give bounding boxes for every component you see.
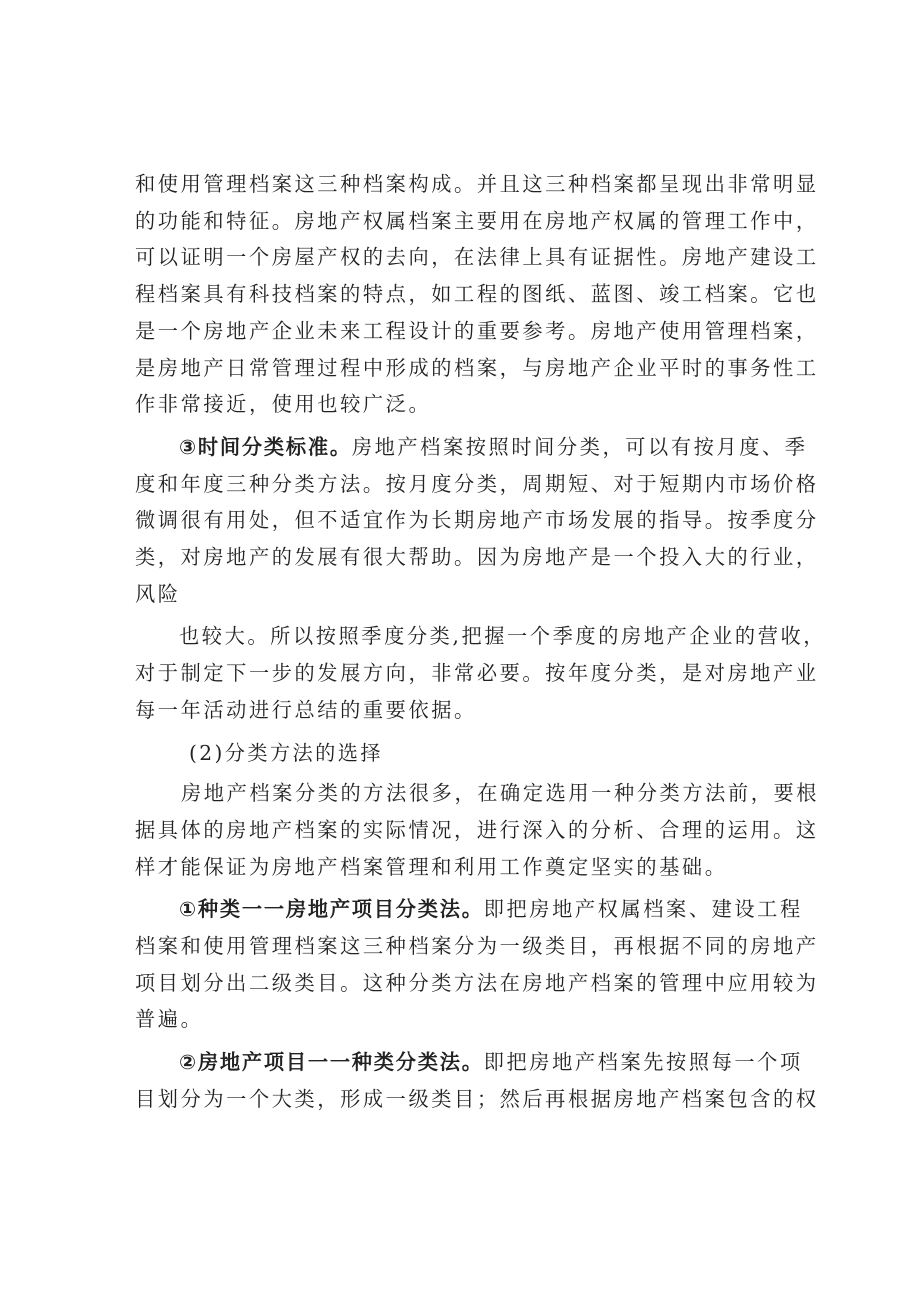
- text-line: 据具体的房地产档案的实际情况，进行深入的分析、合理的运用。这: [135, 817, 819, 842]
- text-line: 的功能和特征。房地产权属档案主要用在房地产权属的管理工作中，: [135, 208, 819, 233]
- text-line: 是一个房地产企业未来工程设计的重要参考。房地产使用管理档案，: [135, 318, 819, 343]
- text-line: 档案和使用管理档案这三种档案分为一级类目，再根据不同的房地产: [135, 934, 819, 959]
- text-line: 目划分为一个大类，形成一级类目；然后再根据房地产档案包含的权: [135, 1086, 819, 1111]
- text-fragment: 即把房地产档案先按照每一个项: [483, 1050, 803, 1075]
- paragraph-type-project-method: [135, 891, 819, 1038]
- paragraph-lead: ②房地产项目一一种类分类法。: [179, 1050, 484, 1075]
- text-line: 可以证明一个房屋产权的去向，在法律上具有证据性。房地产建设工: [135, 245, 819, 270]
- text-line: 风险: [135, 581, 181, 606]
- document-body: [135, 166, 827, 1124]
- text-line: 和使用管理档案这三种档案构成。并且这三种档案都呈现出非常明显: [135, 172, 819, 196]
- text-line: 度和年度三种分类方法。按月度分类，周期短、对于短期内市场价格: [135, 471, 819, 496]
- text-line: 是房地产日常管理过程中形成的档案，与房地产企业平时的事务性工: [135, 355, 819, 380]
- text-line: 也较大。所以按照季度分类,把握一个季度的房地产企业的营收，: [179, 624, 827, 649]
- text-line: 样才能保证为房地产档案管理和利用工作奠定坚实的基础。: [135, 854, 728, 879]
- text-line: [135, 1044, 803, 1081]
- text-line: 作非常接近，使用也较广泛。: [135, 392, 432, 417]
- text-line: [135, 891, 803, 928]
- text-line: [135, 429, 808, 466]
- text-line: 项目划分出二级类目。这种分类方法在房地产档案的管理中应用较为: [135, 970, 819, 995]
- text-line: 房地产档案分类的方法很多，在确定选用一种分类方法前，要根: [181, 781, 820, 806]
- text-fragment: 即把房地产权属档案、建设工程: [483, 897, 803, 922]
- paragraph-time-classification: [135, 429, 819, 613]
- paragraph-method-selection: [135, 775, 820, 885]
- paragraph-project-type-method: [135, 1044, 819, 1117]
- paragraph-lead: ①种类一一房地产项目分类法。: [179, 897, 484, 922]
- text-line: 每一年活动进行总结的重要依据。: [135, 697, 477, 722]
- paragraph-lead: ③时间分类标准。: [179, 434, 352, 459]
- paragraph-archive-types: [135, 166, 819, 423]
- text-line: 类，对房地产的发展有很大帮助。因为房地产是一个投入大的行业，: [135, 545, 819, 570]
- paragraph-quarterly: [135, 618, 827, 728]
- text-line: 程档案具有科技档案的特点，如工程的图纸、蓝图、竣工档案。它也: [135, 282, 819, 307]
- text-line: 微调很有用处，但不适宜作为长期房地产市场发展的指导。按季度分: [135, 508, 819, 533]
- text-line: 普遍。: [135, 1007, 204, 1032]
- text-line: 对于制定下一步的发展方向，非常必要。按年度分类，是对房地产业: [135, 661, 819, 686]
- section-heading: (2)分类方法的选择: [189, 740, 383, 765]
- text-fragment: 房地产档案按照时间分类，可以有按月度、季: [351, 434, 808, 459]
